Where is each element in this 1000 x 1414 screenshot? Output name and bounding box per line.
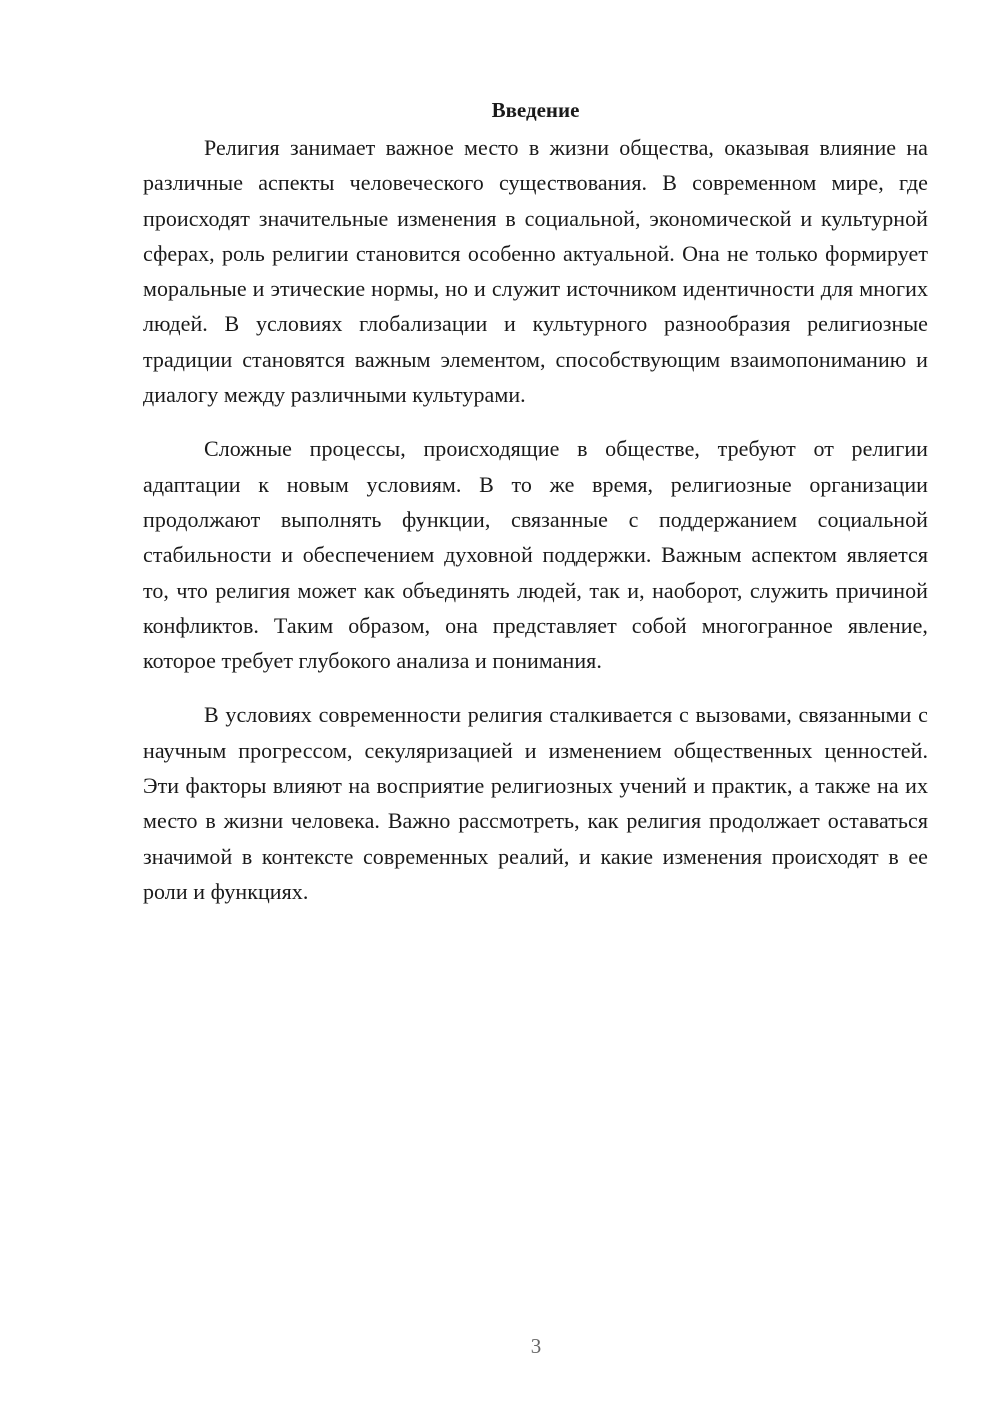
page-number: 3 bbox=[530, 1334, 542, 1358]
paragraph-2: Сложные процессы, происходящие в обществе, требуют от религии адаптации к новым условиям. В то же время, религиозные организации продолжают выполнять функции, связанные с поддержанием социальной стабильности и обеспечением духовной поддержки. Важным аспектом является то, что религия может как объединять людей, так и, наоборот, служить причиной конфликтов. Таким образом, она представляет собой многогранное явление, которое требует глубокого анализа и понимания. bbox=[143, 436, 928, 674]
section-heading: Введение bbox=[491, 98, 580, 122]
paragraph-3: В условиях современности религия сталкивается с вызовами, связанными с научным прогрессом, секуляризацией и изменением общественных ценностей. Эти факторы влияют на восприятие религиозных учений и практик, а также на их место в жизни человека. Важно рассмотреть, как религия продолжает оставаться значимой в контексте современных реалий, и какие изменения происходят в ее роли и функциях. bbox=[143, 702, 928, 904]
paragraph-1: Религия занимает важное место в жизни общества, оказывая влияние на различные аспекты человеческого существования. В современном мире, где происходят значительные изменения в социальной, экономической и культурной сферах, роль религии становится особенно актуальной. Она не только формирует моральные и этические нормы, но и служит источником идентичности для многих людей. В условиях глобализации и культурного разнообразия религиозные традиции становятся важным элементом, способствующим взаимопониманию и диалогу между различными культурами. bbox=[143, 135, 928, 408]
page-body bbox=[143, 92, 928, 928]
